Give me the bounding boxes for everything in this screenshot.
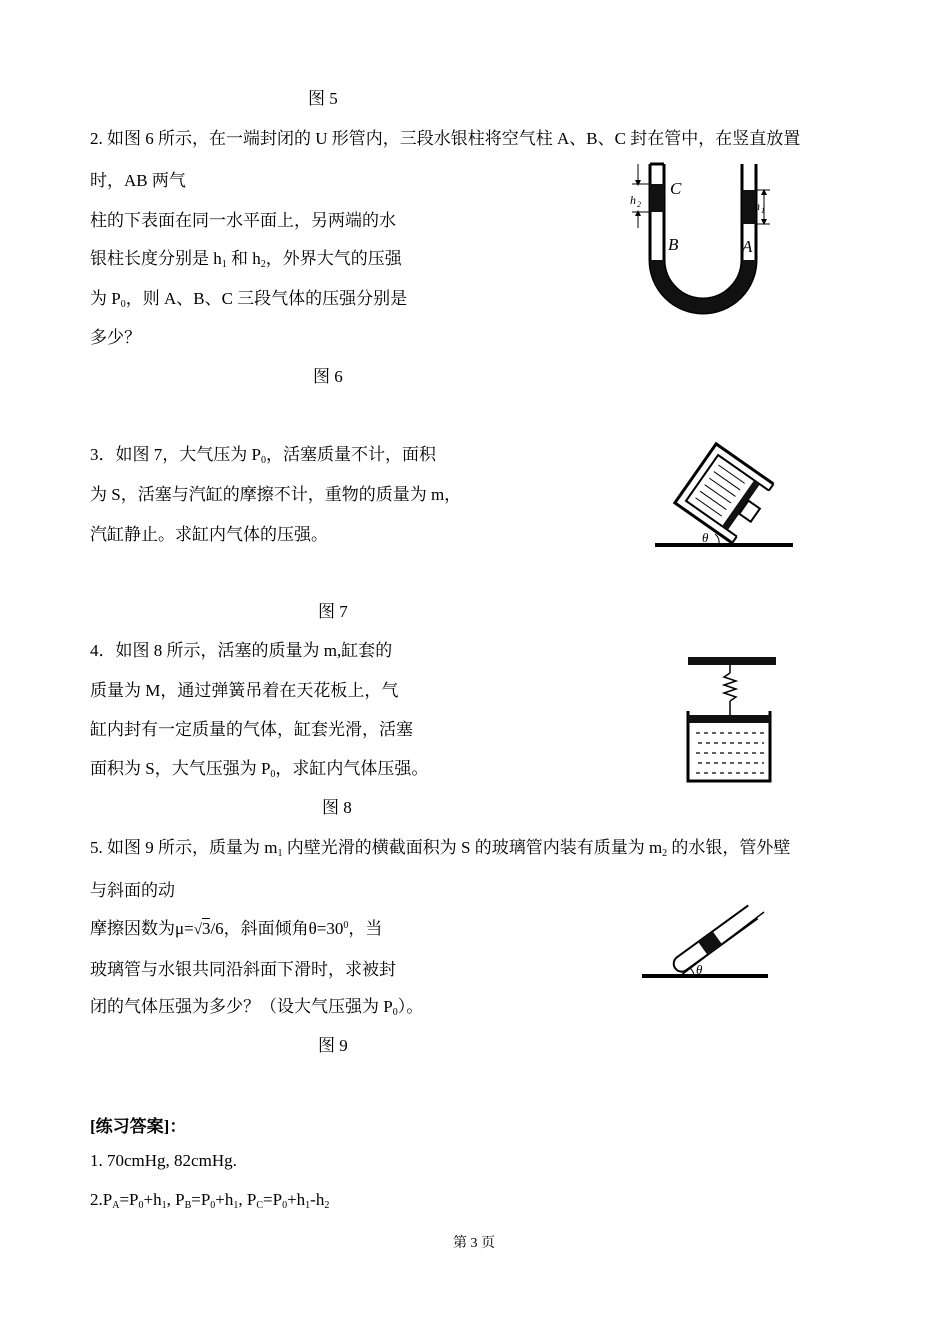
label-h1: h bbox=[754, 199, 760, 213]
figure-8-label: 图 8 bbox=[322, 798, 352, 817]
q4-line-2: 质量为 M，通过弹簧吊着在天花板上，气 bbox=[90, 681, 399, 700]
label-h2-sub: 2 bbox=[637, 200, 641, 209]
answer-2: $2.P_A=P_0+h_1$, $P_B=P_0+h_1$, $P_C=P_0+h_1-h_2$ bbox=[90, 1190, 330, 1211]
answer-1: 1. 70cmHg, 82cmHg. bbox=[90, 1151, 237, 1170]
answers-heading: [练习答案]： bbox=[90, 1117, 187, 1136]
label-h1-sub: 1 bbox=[761, 206, 765, 215]
theta-label-7: θ bbox=[702, 530, 709, 545]
q2-line-6: 多少？ bbox=[90, 328, 141, 347]
label-h2: h bbox=[630, 193, 636, 207]
figure-9-incline-tube bbox=[640, 902, 770, 984]
q4-line-4: 面积为 S，大气压强为 $P_0$，求缸内气体压强。 bbox=[90, 759, 429, 780]
figure-6-u-tube bbox=[628, 160, 778, 310]
q3-line-1: 3．如图 7，大气压为 $P_0$，活塞质量不计，面积 bbox=[90, 445, 436, 466]
q2-line-1: 2. 如图 6 所示，在一端封闭的 U 形管内，三段水银柱将空气柱 A、B、C 封在管中，在竖直放置 bbox=[90, 129, 801, 148]
q5-line-1: 5. 如图 9 所示，质量为 $m_1$ 内壁光滑的横截面积为 S 的玻璃管内装有质量为 $m_2$ 的水银，管外壁 bbox=[90, 838, 791, 859]
q5-line-4: 玻璃管与水银共同沿斜面下滑时，求被封 bbox=[90, 960, 396, 979]
sqrt-symbol: √ bbox=[193, 922, 202, 938]
theta-label-9: θ bbox=[696, 962, 703, 977]
figure-7-label: 图 7 bbox=[318, 602, 348, 621]
q5-line-2: 与斜面的动 bbox=[90, 881, 175, 900]
q2-line-4: 银柱长度分别是 $h_1$ 和 $h_2$，外界大气的压强 bbox=[90, 249, 402, 270]
figure-9-label: 图 9 bbox=[318, 1036, 348, 1055]
figure-5-label: 图 5 bbox=[308, 89, 338, 108]
page-footer: 第 3 页 bbox=[453, 1236, 495, 1251]
figure-6-label: 图 6 bbox=[313, 367, 343, 386]
figure-7-cylinder bbox=[655, 440, 795, 552]
q5-line-3: 摩擦因数为μ=√3/6，斜面倾角$\theta=30^0$，当 bbox=[90, 919, 383, 938]
figure-8-hanging-cylinder bbox=[684, 655, 780, 785]
q2-line-2: 时，AB 两气 bbox=[90, 171, 186, 190]
q4-line-3: 缸内封有一定质量的气体，缸套光滑，活塞 bbox=[90, 720, 413, 739]
q2-line-3: 柱的下表面在同一水平面上，另两端的水 bbox=[90, 211, 396, 230]
q4-line-1: 4．如图 8 所示，活塞的质量为 m,缸套的 bbox=[90, 641, 393, 660]
q5-line-5: 闭的气体压强为多少？（设大气压强为 $P_0$）。 bbox=[90, 997, 424, 1018]
label-a: A bbox=[742, 237, 753, 256]
q3-line-3: 汽缸静止。求缸内气体的压强。 bbox=[90, 525, 328, 544]
q2-line-5: 为 $P_0$，则 A、B、C 三段气体的压强分别是 bbox=[90, 289, 408, 310]
q3-line-2: 为 S，活塞与汽缸的摩擦不计，重物的质量为 m， bbox=[90, 485, 462, 504]
label-c: C bbox=[670, 179, 682, 198]
label-b: B bbox=[668, 235, 679, 254]
